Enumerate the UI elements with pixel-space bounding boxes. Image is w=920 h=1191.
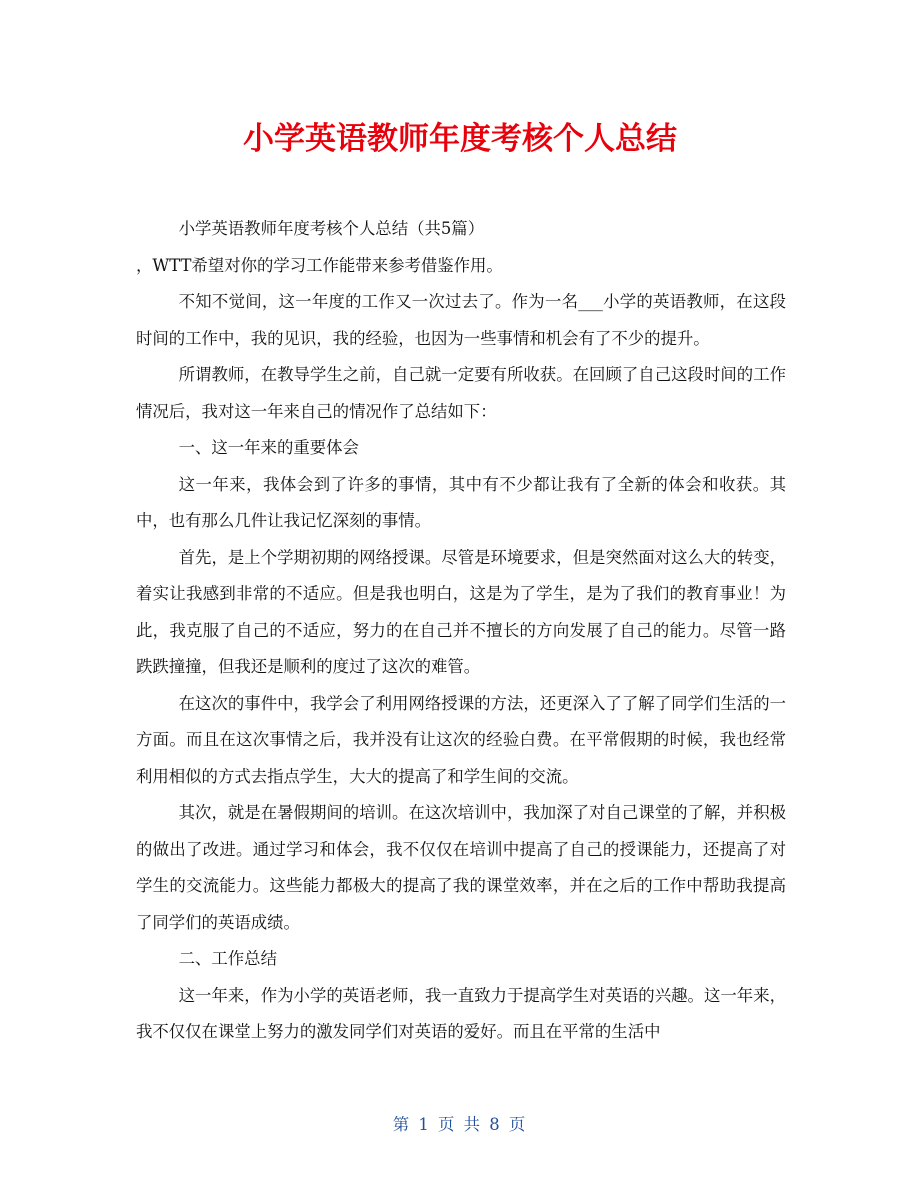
page-number-footer: 第 1 页 共 8 页 [392, 1115, 528, 1134]
paragraph: 所谓教师，在教导学生之前，自己就一定要有所收获。在回顾了自己这段时间的工作情况后，我对这一年来自己的情况作了总结如下： [136, 365, 786, 421]
paragraph: 小学英语教师年度考核个人总结（共5篇） [178, 219, 485, 238]
document-title: 小学英语教师年度考核个人总结 [243, 121, 677, 157]
paragraph: ，WTT希望对你的学习工作能带来参考借鉴作用。 [136, 255, 503, 275]
paragraph: 在这次的事件中，我学会了利用网络授课的方法，还更深入了了解了同学们生活的一方面。而且在这次事情之后，我并没有让这次的经验白费。在平常假期的时候，我也经常利用相似的方式去指点学生，大大的提高了和学生间的交流。 [136, 693, 786, 786]
paragraph: 首先，是上个学期初期的网络授课。尽管是环境要求，但是突然面对这么大的转变，着实让我感到非常的不适应。但是我也明白，这是为了学生，是为了我们的教育事业！为此，我克服了自己的不适应，努力的在自己并不擅长的方向发展了自己的能力。尽管一路跌跌撞撞，但我还是顺利的度过了这次的难管。 [136, 547, 786, 676]
section-heading: 二、工作总结 [178, 949, 277, 968]
paragraph: 这一年来，作为小学的英语老师，我一直致力于提高学生对英语的兴趣。这一年来，我不仅仅在课堂上努力的激发同学们对英语的爱好。而且在平常的生活中 [136, 985, 786, 1041]
section-heading: 一、这一年来的重要体会 [178, 438, 359, 457]
paragraph: 不知不觉间，这一年度的工作又一次过去了。作为一名___小学的英语教师，在这段时间的工作中，我的见识，我的经验，也因为一些事情和机会有了不少的提升。 [136, 292, 786, 348]
paragraph: 这一年来，我体会到了许多的事情，其中有不少都让我有了全新的体会和收获。其中，也有那么几件让我记忆深刻的事情。 [136, 474, 786, 530]
document-body [136, 211, 786, 1051]
paragraph: 其次，就是在暑假期间的培训。在这次培训中，我加深了对自己课堂的了解，并积极的做出了改进。通过学习和体会，我不仅仅在培训中提高了自己的授课能力，还提高了对学生的交流能力。这些能力都极大的提高了我的课堂效率，并在之后的工作中帮助我提高了同学们的英语成绩。 [136, 803, 786, 932]
